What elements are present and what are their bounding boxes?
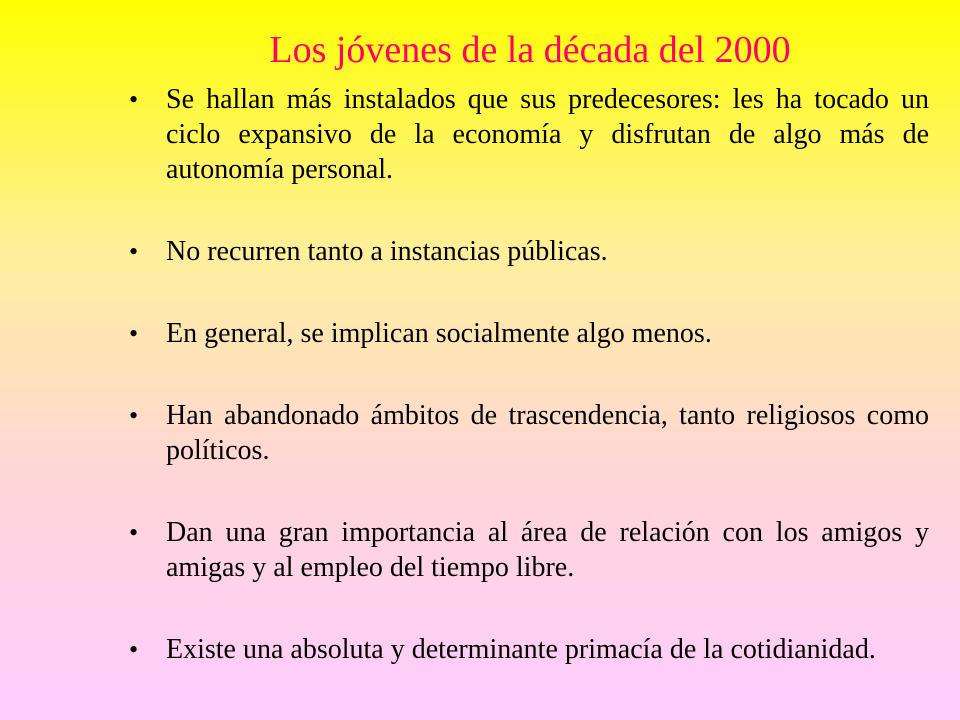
bullet-text: Existe una absoluta y determinante primacía de la cotidianidad.	[166, 634, 876, 665]
bullet-list	[129, 82, 929, 714]
bullet-dot-icon: •	[129, 319, 139, 348]
bullet-dot-icon: •	[129, 85, 139, 114]
bullet-text: No recurren tanto a instancias públicas.	[166, 236, 608, 267]
bullet-dot-icon: •	[129, 401, 139, 430]
bullet-item	[129, 632, 929, 667]
bullet-item	[129, 515, 929, 585]
bullet-text: Han abandonado ámbitos de trascendencia, tanto religiosos como políticos.	[166, 400, 929, 466]
bullet-item	[129, 234, 929, 269]
bullet-item	[129, 398, 929, 468]
bullet-dot-icon: •	[129, 237, 139, 266]
bullet-item	[129, 316, 929, 351]
slide-title: Los jóvenes de la década del 2000	[269, 29, 791, 71]
bullet-text: Se hallan más instalados que sus predecesores: les ha tocado un ciclo expansivo de la economía y disfrutan de algo más de autonomía personal.	[166, 84, 929, 185]
bullet-item	[129, 82, 929, 187]
bullet-text: En general, se implican socialmente algo menos.	[166, 318, 712, 349]
bullet-dot-icon: •	[129, 635, 139, 664]
bullet-text: Dan una gran importancia al área de relación con los amigos y amigas y al empleo del tiempo libre.	[166, 517, 929, 583]
bullet-dot-icon: •	[129, 518, 139, 547]
